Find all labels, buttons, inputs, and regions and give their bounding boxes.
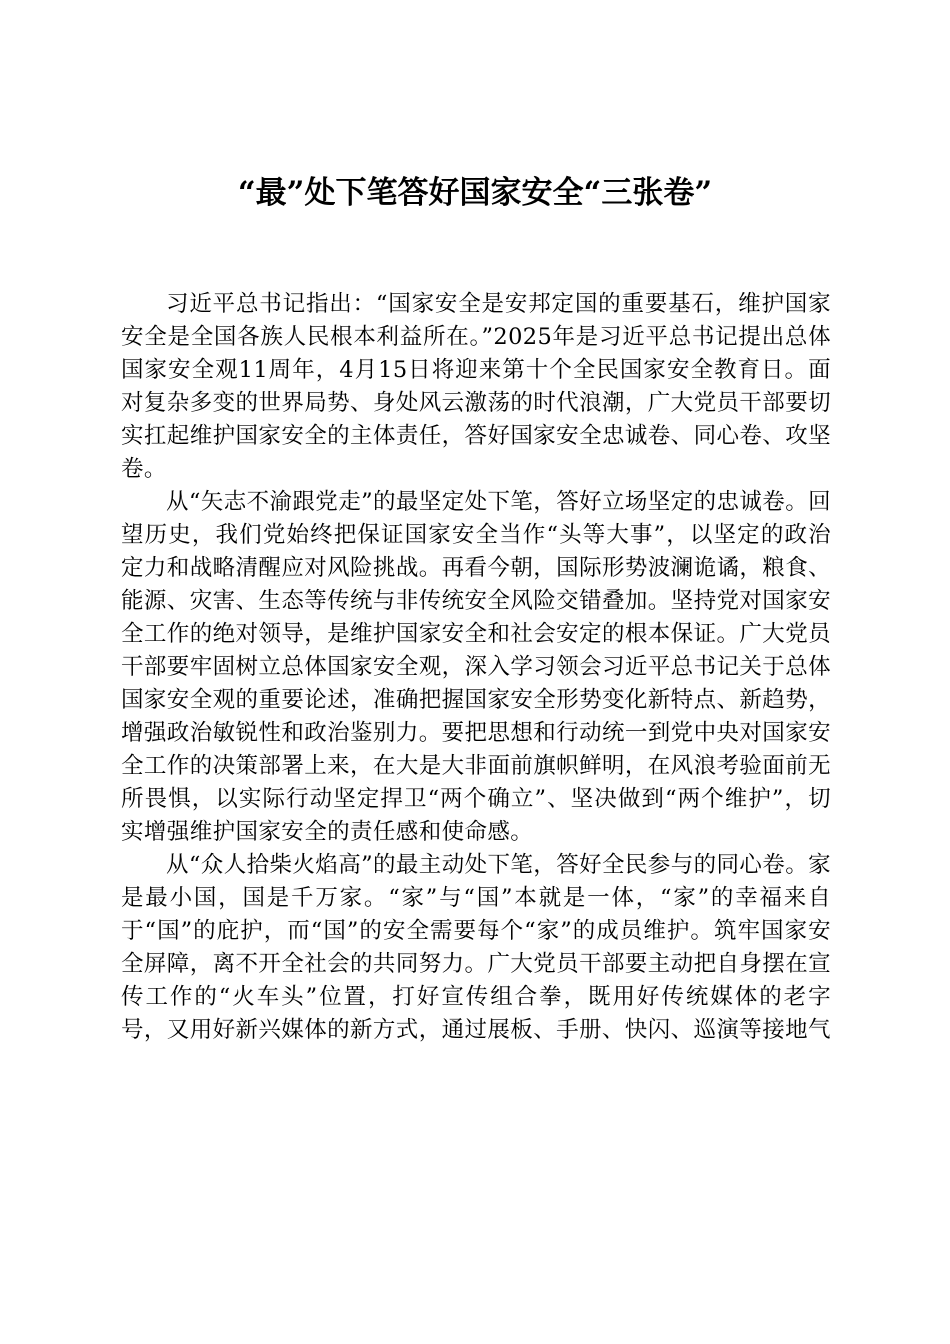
document-body — [121, 288, 831, 1047]
paragraph-intro: 习近平总书记指出：“国家安全是安邦定国的重要基石，维护国家安全是全国各族人民根本利益所在。”2025年是习近平总书记提出总体国家安全观11周年，4月15日将迎来第十个全民国家安全教育日。面对复杂多变的世界局势、身处风云激荡的时代浪潮，广大党员干部要切实扛起维护国家安全的主体责任，答好国家安全忠诚卷、同心卷、攻坚卷。 — [121, 291, 831, 482]
paragraph-loyalty: 从“矢志不渝跟党走”的最坚定处下笔，答好立场坚定的忠诚卷。回望历史，我们党始终把保证国家安全当作“头等大事”，以坚定的政治定力和战略清醒应对风险挑战。再看今朝，国际形势波澜诡谲，粮食、能源、灾害、生态等传统与非传统安全风险交错叠加。坚持党对国家安全工作的绝对领导，是维护国家安全和社会安定的根本保证。广大党员干部要牢固树立总体国家安全观，深入学习领会习近平总书记关于总体国家安全观的重要论述，准确把握国家安全形势变化新特点、新趋势，增强政治敏锐性和政治鉴别力。要把思想和行动统一到党中央对国家安全工作的决策部署上来，在大是大非面前旗帜鲜明，在风浪考验面前无所畏惧，以实际行动坚定捍卫“两个确立”、坚决做到“两个维护”，切实增强维护国家安全的责任感和使命感。 — [121, 489, 832, 845]
paragraph-unity: 从“众人拾柴火焰高”的最主动处下笔，答好全民参与的同心卷。家是最小国，国是千万家。“家”与“国”本就是一体，“家”的幸福来自于“国”的庇护，而“国”的安全需要每个“家”的成员维护。筑牢国家安全屏障，离不开全社会的共同努力。广大党员干部要主动把自身摆在宣传工作的“火车头”位置，打好宣传组合拳，既用好传统媒体的老字号，又用好新兴媒体的新方式，通过展板、手册、快闪、巡演等接地气 — [121, 852, 832, 1043]
document-title: “最”处下笔答好国家安全“三张卷” — [237, 175, 713, 211]
